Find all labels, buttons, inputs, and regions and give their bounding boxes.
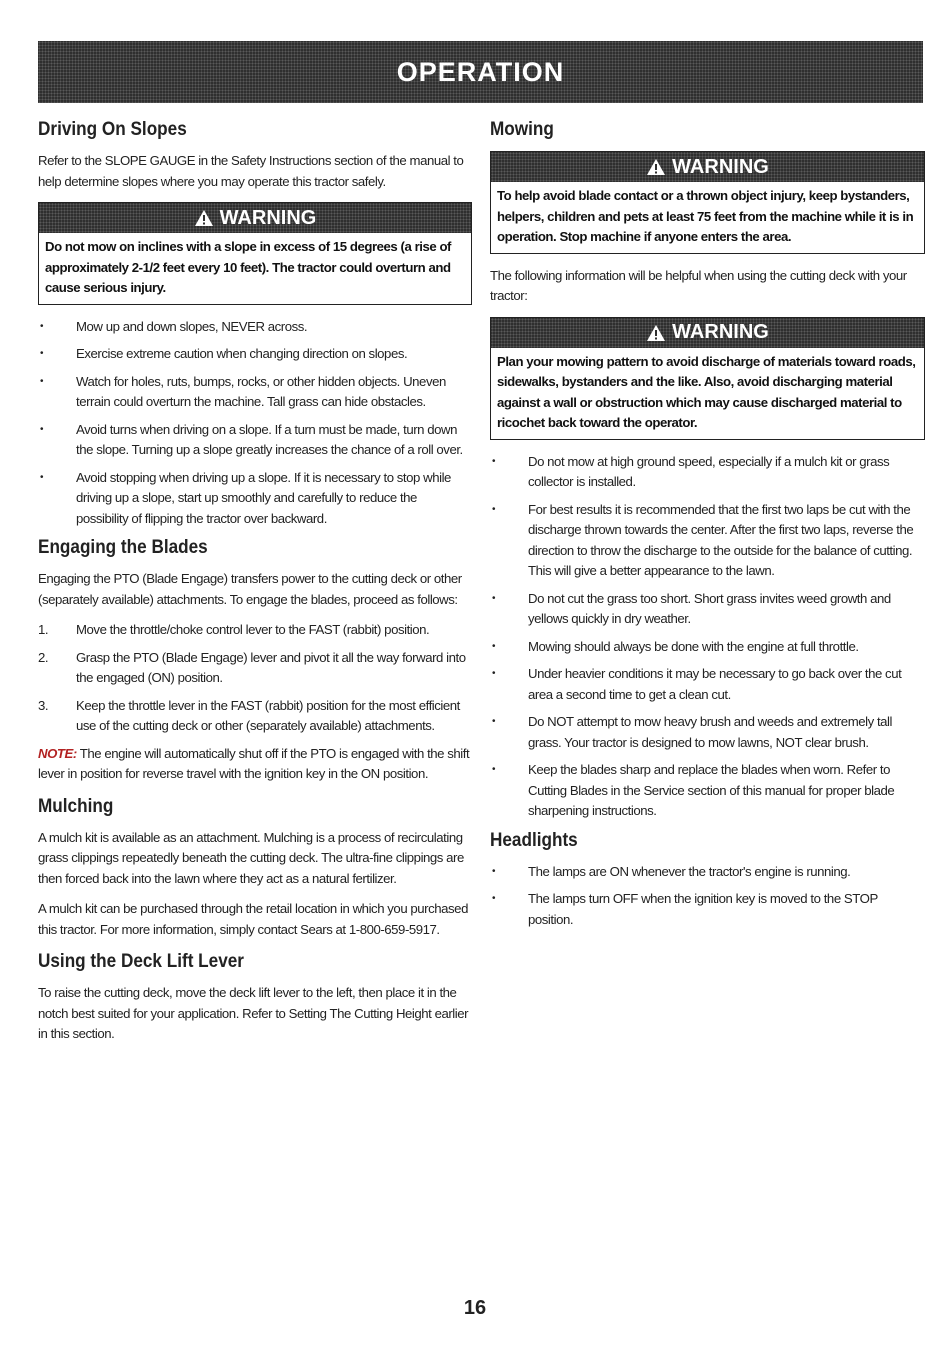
- mulching-paragraph-2: A mulch kit can be purchased through the retail location in which you purchased this tractor. For more information, simply contact Sears at 1-800-659-5917.: [38, 901, 468, 937]
- step-item: [38, 696, 472, 737]
- left-column: [38, 118, 472, 1055]
- deck-paragraph: To raise the cutting deck, move the deck lift lever to the left, then place it in the notch best suited for your application. Refer to Setting The Cutting Height earlier in this section.: [38, 985, 469, 1041]
- mowing-intro: The following information will be helpful when using the cutting deck with your tractor:: [490, 267, 907, 303]
- warning-label: WARNING: [672, 155, 769, 178]
- headlights-bullet-list: [490, 862, 925, 931]
- mulching-heading: Mulching: [38, 794, 114, 817]
- blades-heading: Engaging the Blades: [38, 536, 208, 558]
- step-item: [38, 620, 472, 641]
- blades-steps-list: [38, 620, 472, 737]
- list-item: • Exercise extreme caution when changing direction on slopes.: [38, 344, 472, 365]
- list-item: • Under heavier conditions it may be necessary to go back over the cut area a second time to get a clean cut.: [490, 664, 925, 705]
- driving-warning-box: [38, 202, 472, 305]
- warning-triangle-icon: [646, 324, 666, 342]
- mowing-warning-box-1: [490, 151, 925, 254]
- list-item: • Watch for holes, ruts, bumps, rocks, or other hidden objects. Uneven terrain could overturn the machine. Tall grass can hide obstacles.: [38, 372, 472, 413]
- step-text: Grasp the PTO (Blade Engage) lever and pivot it all the way forward into the engaged (ON) position.: [76, 649, 466, 685]
- page-number: 16: [463, 1297, 487, 1319]
- mowing-heading: Mowing: [490, 118, 554, 140]
- right-column: [490, 118, 925, 937]
- step-text: Keep the throttle lever in the FAST (rabbit) position for the most efficient use of the cutting deck or other (separately available) attachments.: [76, 697, 460, 733]
- list-item: • The lamps turn OFF when the ignition key is moved to the STOP position.: [490, 889, 925, 930]
- list-item: • The lamps are ON whenever the tractor's engine is running.: [490, 862, 925, 883]
- list-item: • For best results it is recommended that the first two laps be cut with the discharge thrown towards the center. After the first two laps, reverse the direction to throw the discharge to the outside for the balance of cutting. This will give a better appearance to the lawn.: [490, 500, 925, 582]
- driving-heading: Driving On Slopes: [38, 118, 187, 140]
- list-item: • Mow up and down slopes, NEVER across.: [38, 317, 472, 338]
- list-item: • Mowing should always be done with the engine at full throttle.: [490, 637, 925, 658]
- step-item: [38, 648, 472, 689]
- list-item: • Do not mow at high ground speed, especially if a mulch kit or grass collector is installed.: [490, 452, 925, 493]
- section-title: OPERATION: [396, 56, 565, 87]
- warning-text: To help avoid blade contact or a thrown object injury, keep bystanders, helpers, children and pets at least 75 feet from the machine while it is in operation. Stop machine if anyone enters the area.: [497, 188, 914, 244]
- list-item: • Do not cut the grass too short. Short grass invites weed growth and yellows quickly in dry weather.: [490, 589, 925, 630]
- list-item: • Avoid stopping when driving up a slope. If it is necessary to stop while driving up a slope, start up smoothly and carefully to reduce the possibility of flipping the tractor over backward.: [38, 468, 472, 530]
- list-item: • Avoid turns when driving on a slope. If a turn must be made, turn down the slope. Turning up a slope greatly increases the chance of a roll over.: [38, 420, 472, 461]
- warning-text: Do not mow on inclines with a slope in excess of 15 degrees (a rise of approximately 2-1/2 feet every 10 feet). The tractor could overturn and cause serious injury.: [45, 239, 451, 295]
- driving-intro: Refer to the SLOPE GAUGE in the Safety Instructions section of the manual to help determine slopes where you may operate this tractor safely.: [38, 153, 464, 189]
- warning-header: [39, 203, 471, 233]
- warning-triangle-icon: [194, 209, 214, 227]
- note-label: NOTE:: [38, 745, 77, 761]
- driving-bullet-list: [38, 317, 472, 530]
- warning-label: WARNING: [672, 321, 769, 343]
- step-number: 1.: [38, 622, 49, 637]
- blades-note: [38, 744, 472, 785]
- warning-triangle-icon: [646, 158, 666, 176]
- step-text: Move the throttle/choke control lever to the FAST (rabbit) position.: [76, 622, 430, 637]
- deck-heading: Using the Deck Lift Lever: [38, 950, 244, 972]
- step-number: 2.: [38, 649, 49, 665]
- warning-text: Plan your mowing pattern to avoid discharge of materials toward roads, sidewalks, bystanders and the like. Also, avoid discharging material against a wall or obstruction which may cause discharged material to ricochet back toward the operator.: [497, 353, 916, 430]
- headlights-heading: Headlights: [490, 828, 578, 851]
- warning-label: WARNING: [219, 206, 317, 229]
- section-banner: [38, 41, 923, 103]
- note-text: The engine will automatically shut off if the PTO is engaged with the shift lever in position for reverse travel with the ignition key in the ON position.: [38, 745, 470, 781]
- warning-header: [491, 152, 924, 182]
- warning-header: [491, 318, 924, 348]
- step-number: 3.: [38, 697, 49, 713]
- mowing-warning-box-2: [490, 317, 925, 440]
- list-item: • Keep the blades sharp and replace the blades when worn. Refer to Cutting Blades in the Service section of this manual for proper blade sharpening instructions.: [490, 760, 925, 822]
- mowing-bullet-list: [490, 452, 925, 822]
- list-item: • Do NOT attempt to mow heavy brush and weeds and extremely tall grass. Your tractor is designed to mow lawns, NOT clear brush.: [490, 712, 925, 753]
- mulching-paragraph-1: A mulch kit is available as an attachment. Mulching is a process of recirculating grass clippings repeatedly beneath the cutting deck. The ultra-fine clippings are then forced back into the lawn where they act as a natural fertilizer.: [38, 829, 464, 886]
- blades-intro: Engaging the PTO (Blade Engage) transfers power to the cutting deck or other (separately available) attachments. To engage the blades, proceed as follows:: [38, 571, 462, 607]
